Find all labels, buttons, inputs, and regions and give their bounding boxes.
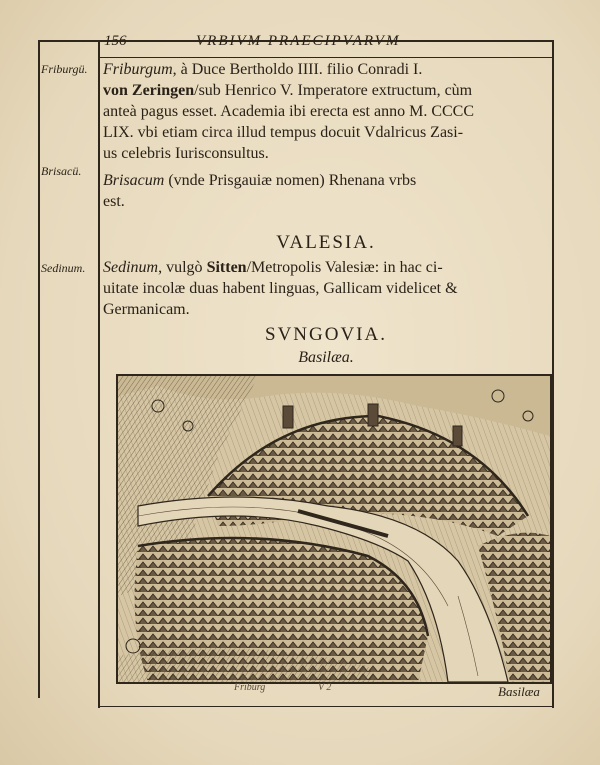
- caption-basilaea: Basilæa.: [298, 349, 354, 366]
- text-line: us celebris Iurisconsultus.: [103, 145, 269, 162]
- lead-friburgum: Friburgum: [103, 61, 173, 78]
- bleed-through-text-left: Friburg: [234, 682, 266, 693]
- text-line: , à Duce Bertholdo IIII. filio Conradi I.: [172, 61, 423, 78]
- paragraph-sedinum: [103, 257, 549, 320]
- page-number: 156: [104, 33, 127, 49]
- woodcut-illustration: [116, 374, 552, 684]
- blackletter-zeringen: von Zeringen: [103, 82, 195, 99]
- text-line: Germanicam.: [103, 301, 190, 318]
- lead-sedinum: Sedinum: [103, 259, 159, 276]
- lead-brisacum: Brisacum: [103, 172, 165, 189]
- text-line: uitate incolæ duas habent linguas, Gallicam videlicet &: [103, 280, 458, 297]
- frame-margin-outer-rule: [38, 40, 40, 698]
- frame-header-rule: [100, 57, 554, 58]
- margin-note-brisach: Brisacü.: [41, 164, 82, 178]
- text-line: LIX. vbi etiam circa illud tempus docuit Vdalricus Zasi-: [103, 124, 464, 141]
- frame-bottom-rule: [98, 706, 554, 707]
- text-line: /Metropolis Valesiæ: in hac ci-: [246, 259, 443, 276]
- frame-margin-inner-rule: [98, 40, 100, 708]
- woodcut-drawing: [118, 376, 550, 682]
- text-line: , vulgò: [158, 259, 207, 276]
- text-line: anteà pagus esset. Academia ibi erecta est anno M. CCCC: [103, 103, 475, 120]
- heading-sungovia: SVNGOVIA.: [265, 324, 387, 345]
- margin-note-sedinum: Sedinum.: [41, 261, 86, 275]
- text-line: /sub Henrico V. Imperatore extructum, cùm: [194, 82, 473, 99]
- catchword: Basilæa: [498, 684, 540, 699]
- blackletter-sitten: Sitten: [206, 259, 247, 276]
- paragraph-brisacum: [103, 170, 549, 212]
- margin-note-friburg: Friburgü.: [41, 62, 88, 76]
- text-line: est.: [103, 193, 125, 210]
- paragraph-friburgum: [103, 59, 549, 164]
- bleed-through-text-mid: V 2: [318, 682, 332, 693]
- frame-right-rule: [552, 40, 554, 708]
- running-title: VRBIVM PRAECIPVARVM: [196, 33, 401, 49]
- text-line: (vnde Prisgauiæ nomen) Rhenana vrbs: [168, 172, 417, 189]
- heading-valesia: VALESIA.: [276, 232, 376, 253]
